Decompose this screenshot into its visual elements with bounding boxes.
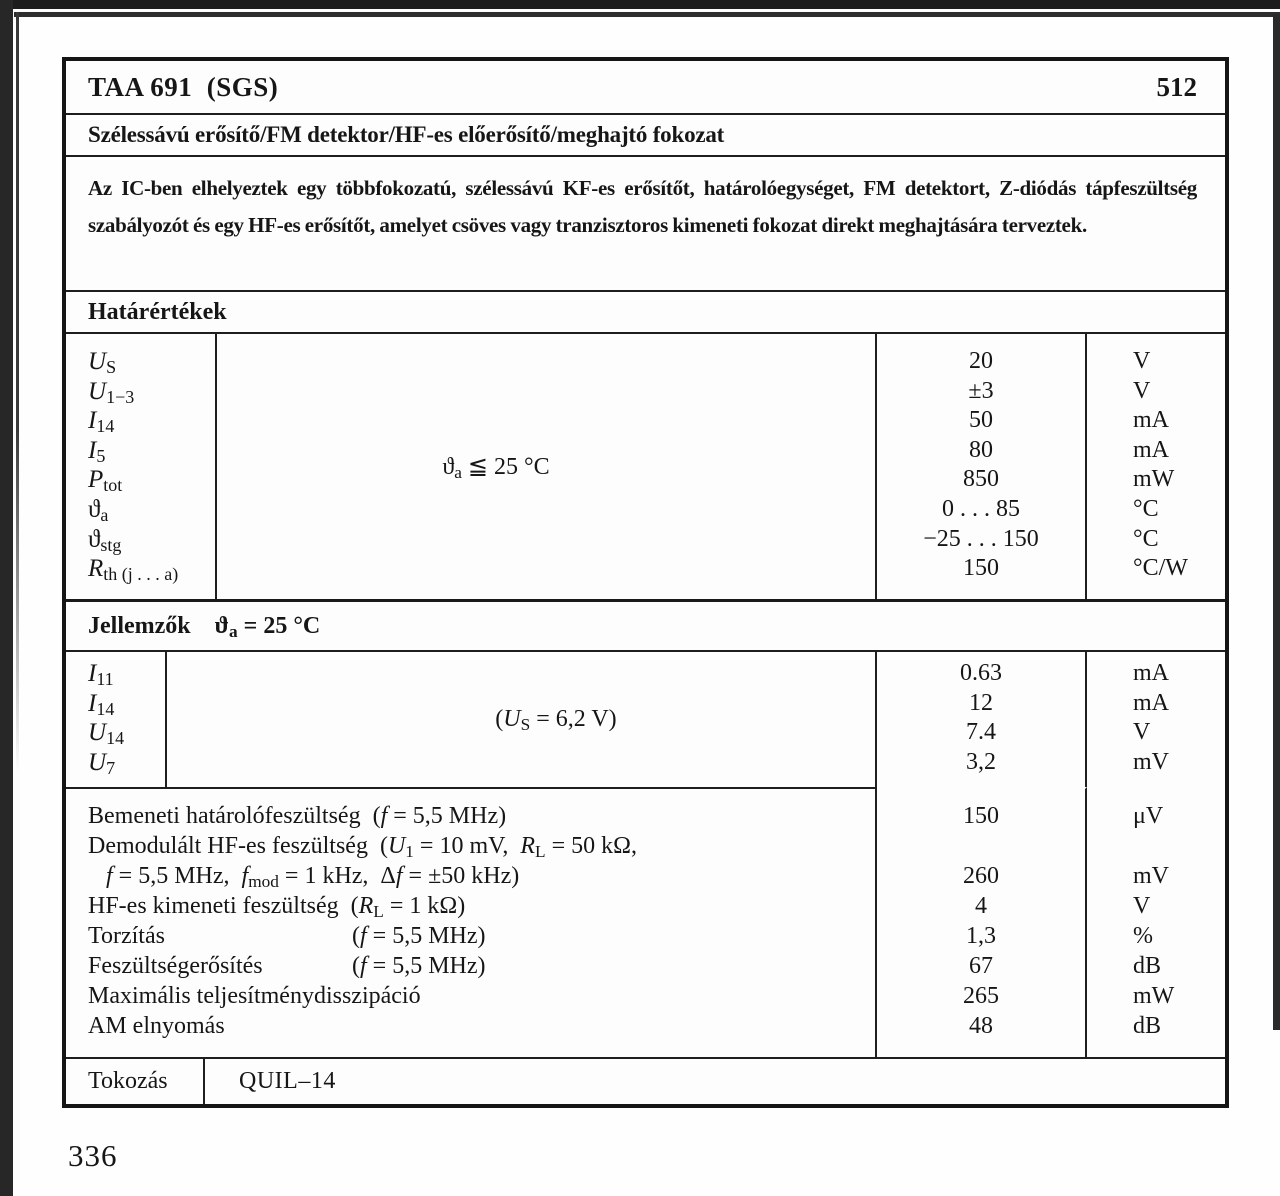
- parameter-line: Demodulált HF-es feszültség ($U_1 = 10$ mV, $R_L = 50$ kΩ,: [88, 833, 637, 861]
- parameter-condition: (f = 5,5 MHz): [352, 923, 486, 949]
- limit-value: −25 . . . 150: [923, 525, 1039, 552]
- limit-symbol: $U_S$: [88, 348, 117, 377]
- parameter-unit: dB: [1133, 1013, 1162, 1039]
- parameter-value: 150: [963, 803, 999, 829]
- characteristic-unit: V: [1133, 719, 1151, 745]
- limits-symbol-column: [66, 334, 217, 599]
- package-label: Tokozás: [66, 1059, 205, 1104]
- page-number: 336: [68, 1138, 118, 1173]
- parameter-line: Maximális teljesítménydisszipáció: [88, 983, 421, 1009]
- scan-top-edge: [0, 0, 1280, 9]
- limits-section-title: Határértékek: [88, 298, 227, 325]
- limit-value: 20: [969, 348, 993, 374]
- parameter-value: 265: [963, 983, 999, 1009]
- characteristic-symbol: $I_{11}$: [88, 660, 114, 689]
- limit-value: 80: [969, 436, 993, 463]
- limits-condition: $ϑ_a$ ≦ 25 °C: [442, 454, 550, 482]
- characteristic-symbol: $U_7$: [88, 748, 116, 778]
- characteristic-unit: mV: [1133, 748, 1169, 775]
- characteristics-table-top: [66, 652, 1225, 787]
- subtitle-row: [66, 115, 1225, 157]
- parameter-line: f = 5,5 MHz, $f_{mod} = 1$ kHz, Δf = ±50 kHz): [106, 863, 520, 891]
- limit-unit: °C: [1133, 495, 1159, 522]
- parameter-line: AM elnyomás: [88, 1013, 225, 1039]
- parameters-column: [66, 787, 877, 1057]
- parameter-unit: dB: [1133, 953, 1162, 979]
- parameter-value: 67: [969, 953, 993, 979]
- characteristic-unit: mA: [1133, 660, 1169, 686]
- characteristic-value: 3,2: [966, 748, 996, 775]
- description-row: [66, 157, 1225, 292]
- package-row: [66, 1057, 1225, 1104]
- device-title: TAA 691 (SGS): [88, 71, 279, 102]
- limit-symbol: $R_{th (j . . . a)}$: [88, 555, 179, 585]
- limit-value: 850: [963, 466, 999, 493]
- limits-condition-cell: [217, 334, 877, 599]
- limit-unit: mA: [1133, 436, 1169, 463]
- characteristics-table-bottom: [66, 787, 1225, 1057]
- limit-value: 0 . . . 85: [942, 495, 1020, 522]
- limit-unit: °C/W: [1133, 555, 1188, 582]
- limits-section-row: [66, 292, 1225, 334]
- scan-left-edge-line: [16, 12, 19, 772]
- parameter-line: Torzítás (f = 5,5 MHz): [88, 923, 486, 949]
- characteristics-unit-column: [1087, 652, 1225, 787]
- limit-symbol: $U_{1-3}$: [88, 377, 135, 407]
- parameter-value: 4: [975, 893, 987, 919]
- limit-unit: V: [1133, 348, 1151, 374]
- scan-top-edge-line: [14, 12, 1280, 17]
- description-paragraph: Az IC-ben elhelyeztek egy többfokozatú, szélessávú KF-es erősítőt, határolóegységet, FM detektort, Z-diódás tápfeszültség szabályozót és egy HF-es erősítőt, amelyet csöves vagy tranzisztoros kimeneti fokozat direkt meghajtására terveztek.: [88, 176, 1197, 237]
- parameter-value: [877, 831, 1085, 861]
- characteristic-value: 12: [969, 689, 993, 716]
- limit-symbol: $P_{tot}$: [88, 466, 123, 496]
- parameter-line: HF-es kimeneti feszültség ($R_L = 1$ kΩ): [88, 893, 466, 921]
- limits-value-column: [877, 334, 1087, 599]
- characteristic-value: 0.63: [960, 660, 1002, 686]
- parameter-condition: (f = 5,5 MHz): [352, 953, 486, 979]
- parameter-unit: mV: [1133, 863, 1169, 889]
- limit-unit: mA: [1133, 407, 1169, 434]
- characteristics-section-title: Jellemzők $ϑ_a = 25$ °C: [88, 612, 321, 641]
- characteristic-symbol: $U_{14}$: [88, 719, 125, 748]
- parameter-value: 260: [963, 863, 999, 889]
- device-function-subtitle: Szélessávú erősítő/FM detektor/HF-es előerősítő/meghajtó fokozat: [88, 122, 725, 147]
- characteristic-value: 7.4: [966, 719, 996, 745]
- limit-symbol: $ϑ_{stg}$: [88, 525, 122, 555]
- characteristics-condition-cell: [167, 652, 877, 787]
- limit-unit: V: [1133, 377, 1151, 404]
- limits-unit-column: [1087, 334, 1225, 599]
- characteristics-section-row: [66, 602, 1225, 652]
- limit-unit: °C: [1133, 525, 1159, 552]
- limit-value: ±3: [968, 377, 994, 404]
- scan-left-edge: [0, 0, 13, 1196]
- characteristics-condition: ($U_S = 6,2$ V): [495, 706, 617, 734]
- header-row: [66, 61, 1225, 115]
- parameters-value-column: [877, 787, 1087, 1057]
- parameter-unit: μV: [1133, 803, 1164, 829]
- parameter-unit: %: [1133, 923, 1153, 949]
- parameter-unit: [1087, 831, 1225, 861]
- parameter-unit: V: [1133, 893, 1151, 919]
- limit-symbol: $I_5$: [88, 436, 106, 466]
- limit-symbol: $ϑ_a$: [88, 495, 109, 525]
- limit-symbol: $I_{14}$: [88, 407, 115, 437]
- characteristic-symbol: $I_{14}$: [88, 689, 115, 719]
- limit-unit: mW: [1133, 466, 1175, 493]
- parameter-line: Feszültségerősítés (f = 5,5 MHz): [88, 953, 486, 979]
- parameter-value: 48: [969, 1013, 993, 1039]
- parameter-unit: mW: [1133, 983, 1175, 1009]
- limit-value: 50: [969, 407, 993, 434]
- characteristics-value-column: [877, 652, 1087, 787]
- page-code: 512: [1156, 71, 1197, 102]
- package-value: QUIL–14: [239, 1068, 336, 1094]
- parameters-unit-column: [1087, 787, 1225, 1057]
- limits-table: [66, 334, 1225, 602]
- characteristic-unit: mA: [1133, 689, 1169, 716]
- parameter-value: 1,3: [966, 923, 996, 949]
- datasheet-frame: [62, 57, 1229, 1108]
- limit-value: 150: [963, 555, 999, 582]
- parameter-line: Bemeneti határolófeszültség (f = 5,5 MHz): [88, 803, 507, 829]
- characteristics-symbol-column: [66, 652, 167, 787]
- scan-right-edge-line: [1273, 14, 1280, 1030]
